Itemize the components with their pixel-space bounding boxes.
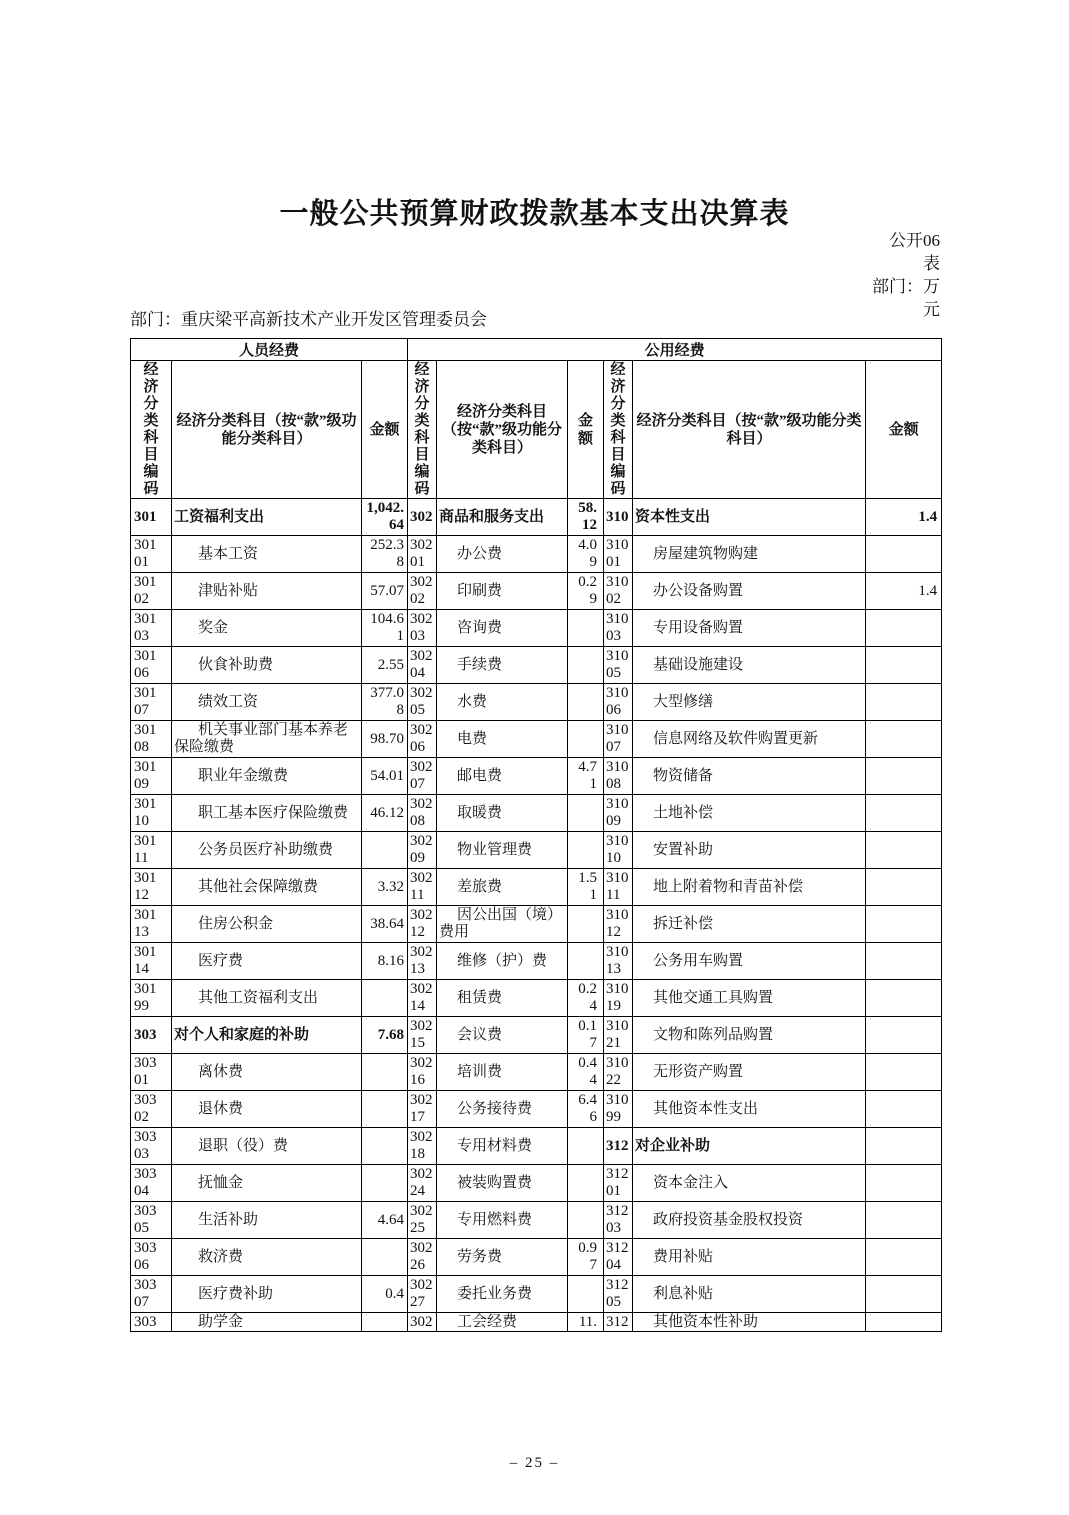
table-row [131,1054,942,1091]
amount-cell: 0.4 [362,1276,408,1313]
code-cell: 303 [131,1017,172,1054]
subject-cell: 咨询费 [437,610,568,647]
subject-cell: 因公出国（境）费用 [437,906,568,943]
code-cell: 31010 [604,832,633,869]
page-title: 一般公共预算财政拨款基本支出决算表 [279,198,790,230]
subject-cell: 其他社会保障缴费 [172,869,362,906]
subject-cell: 取暖费 [437,795,568,832]
subject-cell: 拆迁补偿 [633,906,866,943]
subject-cell: 利息补贴 [633,1276,866,1313]
subject-cell: 劳务费 [437,1239,568,1276]
table-row [131,684,942,721]
code-cell: 30304 [131,1165,172,1202]
table-row [131,943,942,980]
amount-cell [362,1239,408,1276]
subject-cell: 信息网络及软件购置更新 [633,721,866,758]
code-cell: 30211 [408,869,437,906]
amount-cell: 0.17 [568,1017,604,1054]
table-row [131,647,942,684]
column-header-row [131,361,942,499]
table-row [131,721,942,758]
column-header-amount: 金额 [362,361,408,499]
subject-cell: 工会经费 [437,1313,568,1332]
amount-cell [568,1128,604,1165]
unit-line: 元 [923,300,940,319]
subject-cell: 地上附着物和青苗补偿 [633,869,866,906]
subject-cell: 对企业补助 [633,1128,866,1165]
code-cell: 30226 [408,1239,437,1276]
unit-line: 部门：万 [872,277,940,296]
amount-cell [866,1202,942,1239]
amount-cell: 3.32 [362,869,408,906]
amount-cell: 4.71 [568,758,604,795]
subject-cell: 其他资本性支出 [633,1091,866,1128]
code-cell: 30206 [408,721,437,758]
amount-cell [866,1239,942,1276]
amount-cell: 0.44 [568,1054,604,1091]
amount-cell [866,1091,942,1128]
subject-cell: 医疗费补助 [172,1276,362,1313]
subject-cell: 电费 [437,721,568,758]
amount-cell [568,647,604,684]
code-cell: 31201 [604,1165,633,1202]
doc-code-line: 公开06 [889,231,940,250]
amount-cell [568,906,604,943]
code-cell: 31022 [604,1054,633,1091]
subject-cell: 机关事业部门基本养老保险缴费 [172,721,362,758]
amount-cell: 1.4 [866,499,942,536]
column-header-code-text: 经济分类科目编码 [143,361,159,497]
amount-cell [568,943,604,980]
subject-cell: 房屋建筑物购建 [633,536,866,573]
amount-cell [568,1202,604,1239]
subject-cell: 绩效工资 [172,684,362,721]
subject-cell: 土地补偿 [633,795,866,832]
amount-cell [866,536,942,573]
code-cell: 30216 [408,1054,437,1091]
subject-cell: 专用材料费 [437,1128,568,1165]
table-row [131,1091,942,1128]
subject-cell: 离休费 [172,1054,362,1091]
amount-cell [362,832,408,869]
amount-cell [866,1313,942,1332]
subject-cell: 公务员医疗补助缴费 [172,832,362,869]
code-cell: 30208 [408,795,437,832]
amount-cell: 4.64 [362,1202,408,1239]
table-row [131,1165,942,1202]
subject-cell: 工资福利支出 [172,499,362,536]
amount-cell [866,1276,942,1313]
department-line: 部门：重庆梁平高新技术产业开发区管理委员会 [130,310,487,329]
subject-cell: 培训费 [437,1054,568,1091]
subject-cell: 基础设施建设 [633,647,866,684]
subject-cell: 其他交通工具购置 [633,980,866,1017]
amount-cell [362,1054,408,1091]
code-cell: 310 [604,499,633,536]
subject-cell: 公务接待费 [437,1091,568,1128]
code-cell: 30204 [408,647,437,684]
code-cell: 30307 [131,1276,172,1313]
code-cell: 31011 [604,869,633,906]
subject-cell: 安置补助 [633,832,866,869]
code-cell: 30108 [131,721,172,758]
amount-cell: 46.12 [362,795,408,832]
amount-cell [866,610,942,647]
amount-cell [568,721,604,758]
subject-cell: 维修（护）费 [437,943,568,980]
column-header-subject: 经济分类科目（按“款”级功能分类科目） [633,361,866,499]
code-cell: 30225 [408,1202,437,1239]
amount-cell [866,832,942,869]
code-cell: 30305 [131,1202,172,1239]
subject-cell: 会议费 [437,1017,568,1054]
table-row [131,906,942,943]
amount-cell: 58.12 [568,499,604,536]
code-cell: 31005 [604,647,633,684]
table-row [131,832,942,869]
column-header-code [408,361,437,499]
code-cell: 30218 [408,1128,437,1165]
code-cell: 312 [604,1128,633,1165]
amount-cell: 2.55 [362,647,408,684]
table-row [131,499,942,536]
amount-cell: 1.51 [568,869,604,906]
table-row [131,795,942,832]
subject-cell: 退职（役）费 [172,1128,362,1165]
code-cell: 30199 [131,980,172,1017]
code-cell: 30203 [408,610,437,647]
amount-cell: 0.97 [568,1239,604,1276]
amount-cell [866,721,942,758]
group-header-public: 公用经费 [408,339,942,361]
code-cell: 30111 [131,832,172,869]
table-row [131,1313,942,1332]
subject-cell: 商品和服务支出 [437,499,568,536]
amount-cell: 104.61 [362,610,408,647]
subject-cell: 奖金 [172,610,362,647]
code-cell: 31001 [604,536,633,573]
code-cell: 30227 [408,1276,437,1313]
subject-cell: 住房公积金 [172,906,362,943]
table-body [131,499,942,1332]
subject-cell: 津贴补贴 [172,573,362,610]
column-header-subject: 经济分类科目（按“款”级功能分类科目） [437,361,568,499]
subject-cell: 办公费 [437,536,568,573]
subject-cell: 大型修缮 [633,684,866,721]
subject-cell: 费用补贴 [633,1239,866,1276]
code-cell: 30106 [131,647,172,684]
code-cell: 31009 [604,795,633,832]
amount-cell [866,795,942,832]
code-cell: 31008 [604,758,633,795]
amount-cell: 252.38 [362,536,408,573]
code-cell: 31003 [604,610,633,647]
group-header-personnel: 人员经费 [131,339,408,361]
subject-cell: 差旅费 [437,869,568,906]
amount-cell [866,647,942,684]
code-cell: 303 [131,1313,172,1332]
subject-cell: 职业年金缴费 [172,758,362,795]
amount-cell: 0.24 [568,980,604,1017]
amount-cell [362,1091,408,1128]
doc-info-block [872,229,940,321]
amount-cell [866,869,942,906]
table-row [131,869,942,906]
subject-cell: 伙食补助费 [172,647,362,684]
code-cell: 31007 [604,721,633,758]
code-cell: 30103 [131,610,172,647]
amount-cell: 8.16 [362,943,408,980]
amount-cell [866,684,942,721]
subject-cell: 印刷费 [437,573,568,610]
subject-cell: 对个人和家庭的补助 [172,1017,362,1054]
code-cell: 31019 [604,980,633,1017]
column-header-code-text: 经济分类科目编码 [610,361,626,497]
amount-cell: 377.08 [362,684,408,721]
subject-cell: 手续费 [437,647,568,684]
code-cell: 31203 [604,1202,633,1239]
subject-cell: 被装购置费 [437,1165,568,1202]
code-cell: 312 [604,1313,633,1332]
code-cell: 30110 [131,795,172,832]
code-cell: 30217 [408,1091,437,1128]
budget-table [130,338,942,1332]
code-cell: 30113 [131,906,172,943]
amount-cell: 54.01 [362,758,408,795]
code-cell: 30201 [408,536,437,573]
code-cell: 30209 [408,832,437,869]
group-header-row [131,339,942,361]
code-cell: 30303 [131,1128,172,1165]
amount-cell: 38.64 [362,906,408,943]
amount-cell: 98.70 [362,721,408,758]
code-cell: 30107 [131,684,172,721]
column-header-amount [568,361,604,499]
table-row [131,1017,942,1054]
column-header-subject: 经济分类科目（按“款”级功能分类科目） [172,361,362,499]
table-row [131,536,942,573]
amount-cell: 4.09 [568,536,604,573]
code-cell: 30306 [131,1239,172,1276]
subject-cell: 抚恤金 [172,1165,362,1202]
code-cell: 31013 [604,943,633,980]
code-cell: 31204 [604,1239,633,1276]
amount-cell [866,1017,942,1054]
subject-cell: 专用燃料费 [437,1202,568,1239]
doc-code-line: 表 [923,254,940,273]
amount-cell [866,906,942,943]
subject-cell: 职工基本医疗保险缴费 [172,795,362,832]
column-header-code-text: 经济分类科目编码 [414,361,430,497]
subject-cell: 专用设备购置 [633,610,866,647]
column-header-code [604,361,633,499]
code-cell: 30114 [131,943,172,980]
amount-cell [568,1276,604,1313]
subject-cell: 基本工资 [172,536,362,573]
subject-cell: 委托业务费 [437,1276,568,1313]
subject-cell: 邮电费 [437,758,568,795]
code-cell: 30102 [131,573,172,610]
code-cell: 30302 [131,1091,172,1128]
amount-cell [362,1128,408,1165]
amount-cell [568,610,604,647]
code-cell: 30202 [408,573,437,610]
amount-cell [866,1165,942,1202]
code-cell: 30207 [408,758,437,795]
code-cell: 30109 [131,758,172,795]
amount-cell [568,795,604,832]
code-cell: 30215 [408,1017,437,1054]
amount-cell [568,1165,604,1202]
amount-cell: 57.07 [362,573,408,610]
amount-cell [362,980,408,1017]
table-row [131,573,942,610]
code-cell: 30205 [408,684,437,721]
code-cell: 302 [408,499,437,536]
code-cell: 31006 [604,684,633,721]
subject-cell: 无形资产购置 [633,1054,866,1091]
code-cell: 31012 [604,906,633,943]
code-cell: 30212 [408,906,437,943]
amount-cell [866,943,942,980]
amount-cell: 0.29 [568,573,604,610]
subject-cell: 医疗费 [172,943,362,980]
subject-cell: 文物和陈列品购置 [633,1017,866,1054]
subject-cell: 助学金 [172,1313,362,1332]
amount-cell [568,832,604,869]
subject-cell: 退休费 [172,1091,362,1128]
subject-cell: 政府投资基金股权投资 [633,1202,866,1239]
amount-cell: 1,042.64 [362,499,408,536]
code-cell: 30101 [131,536,172,573]
amount-cell [362,1313,408,1332]
code-cell: 31002 [604,573,633,610]
subject-cell: 资本金注入 [633,1165,866,1202]
code-cell: 30214 [408,980,437,1017]
subject-cell: 水费 [437,684,568,721]
column-header-amount-text: 金额 [578,412,594,447]
code-cell: 31021 [604,1017,633,1054]
amount-cell: 11. [568,1313,604,1332]
subject-cell: 其他资本性补助 [633,1313,866,1332]
page-number: – 25 – [509,1455,560,1471]
column-header-amount: 金额 [866,361,942,499]
table-row [131,1202,942,1239]
amount-cell [362,1165,408,1202]
amount-cell [866,1128,942,1165]
table-row [131,1239,942,1276]
code-cell: 30112 [131,869,172,906]
subject-cell: 生活补助 [172,1202,362,1239]
table-row [131,758,942,795]
table-row [131,1276,942,1313]
subject-cell: 救济费 [172,1239,362,1276]
table-row [131,980,942,1017]
code-cell: 30213 [408,943,437,980]
subject-cell: 物资储备 [633,758,866,795]
amount-cell: 1.4 [866,573,942,610]
amount-cell [866,1054,942,1091]
subject-cell: 办公设备购置 [633,573,866,610]
code-cell: 30301 [131,1054,172,1091]
code-cell: 301 [131,499,172,536]
code-cell: 31099 [604,1091,633,1128]
subject-cell: 租赁费 [437,980,568,1017]
code-cell: 302 [408,1313,437,1332]
table-row [131,1128,942,1165]
amount-cell [568,684,604,721]
code-cell: 30224 [408,1165,437,1202]
amount-cell [866,980,942,1017]
subject-cell: 公务用车购置 [633,943,866,980]
amount-cell: 7.68 [362,1017,408,1054]
table-row [131,610,942,647]
subject-cell: 其他工资福利支出 [172,980,362,1017]
amount-cell [866,758,942,795]
subject-cell: 资本性支出 [633,499,866,536]
column-header-code [131,361,172,499]
code-cell: 31205 [604,1276,633,1313]
amount-cell: 6.46 [568,1091,604,1128]
subject-cell: 物业管理费 [437,832,568,869]
